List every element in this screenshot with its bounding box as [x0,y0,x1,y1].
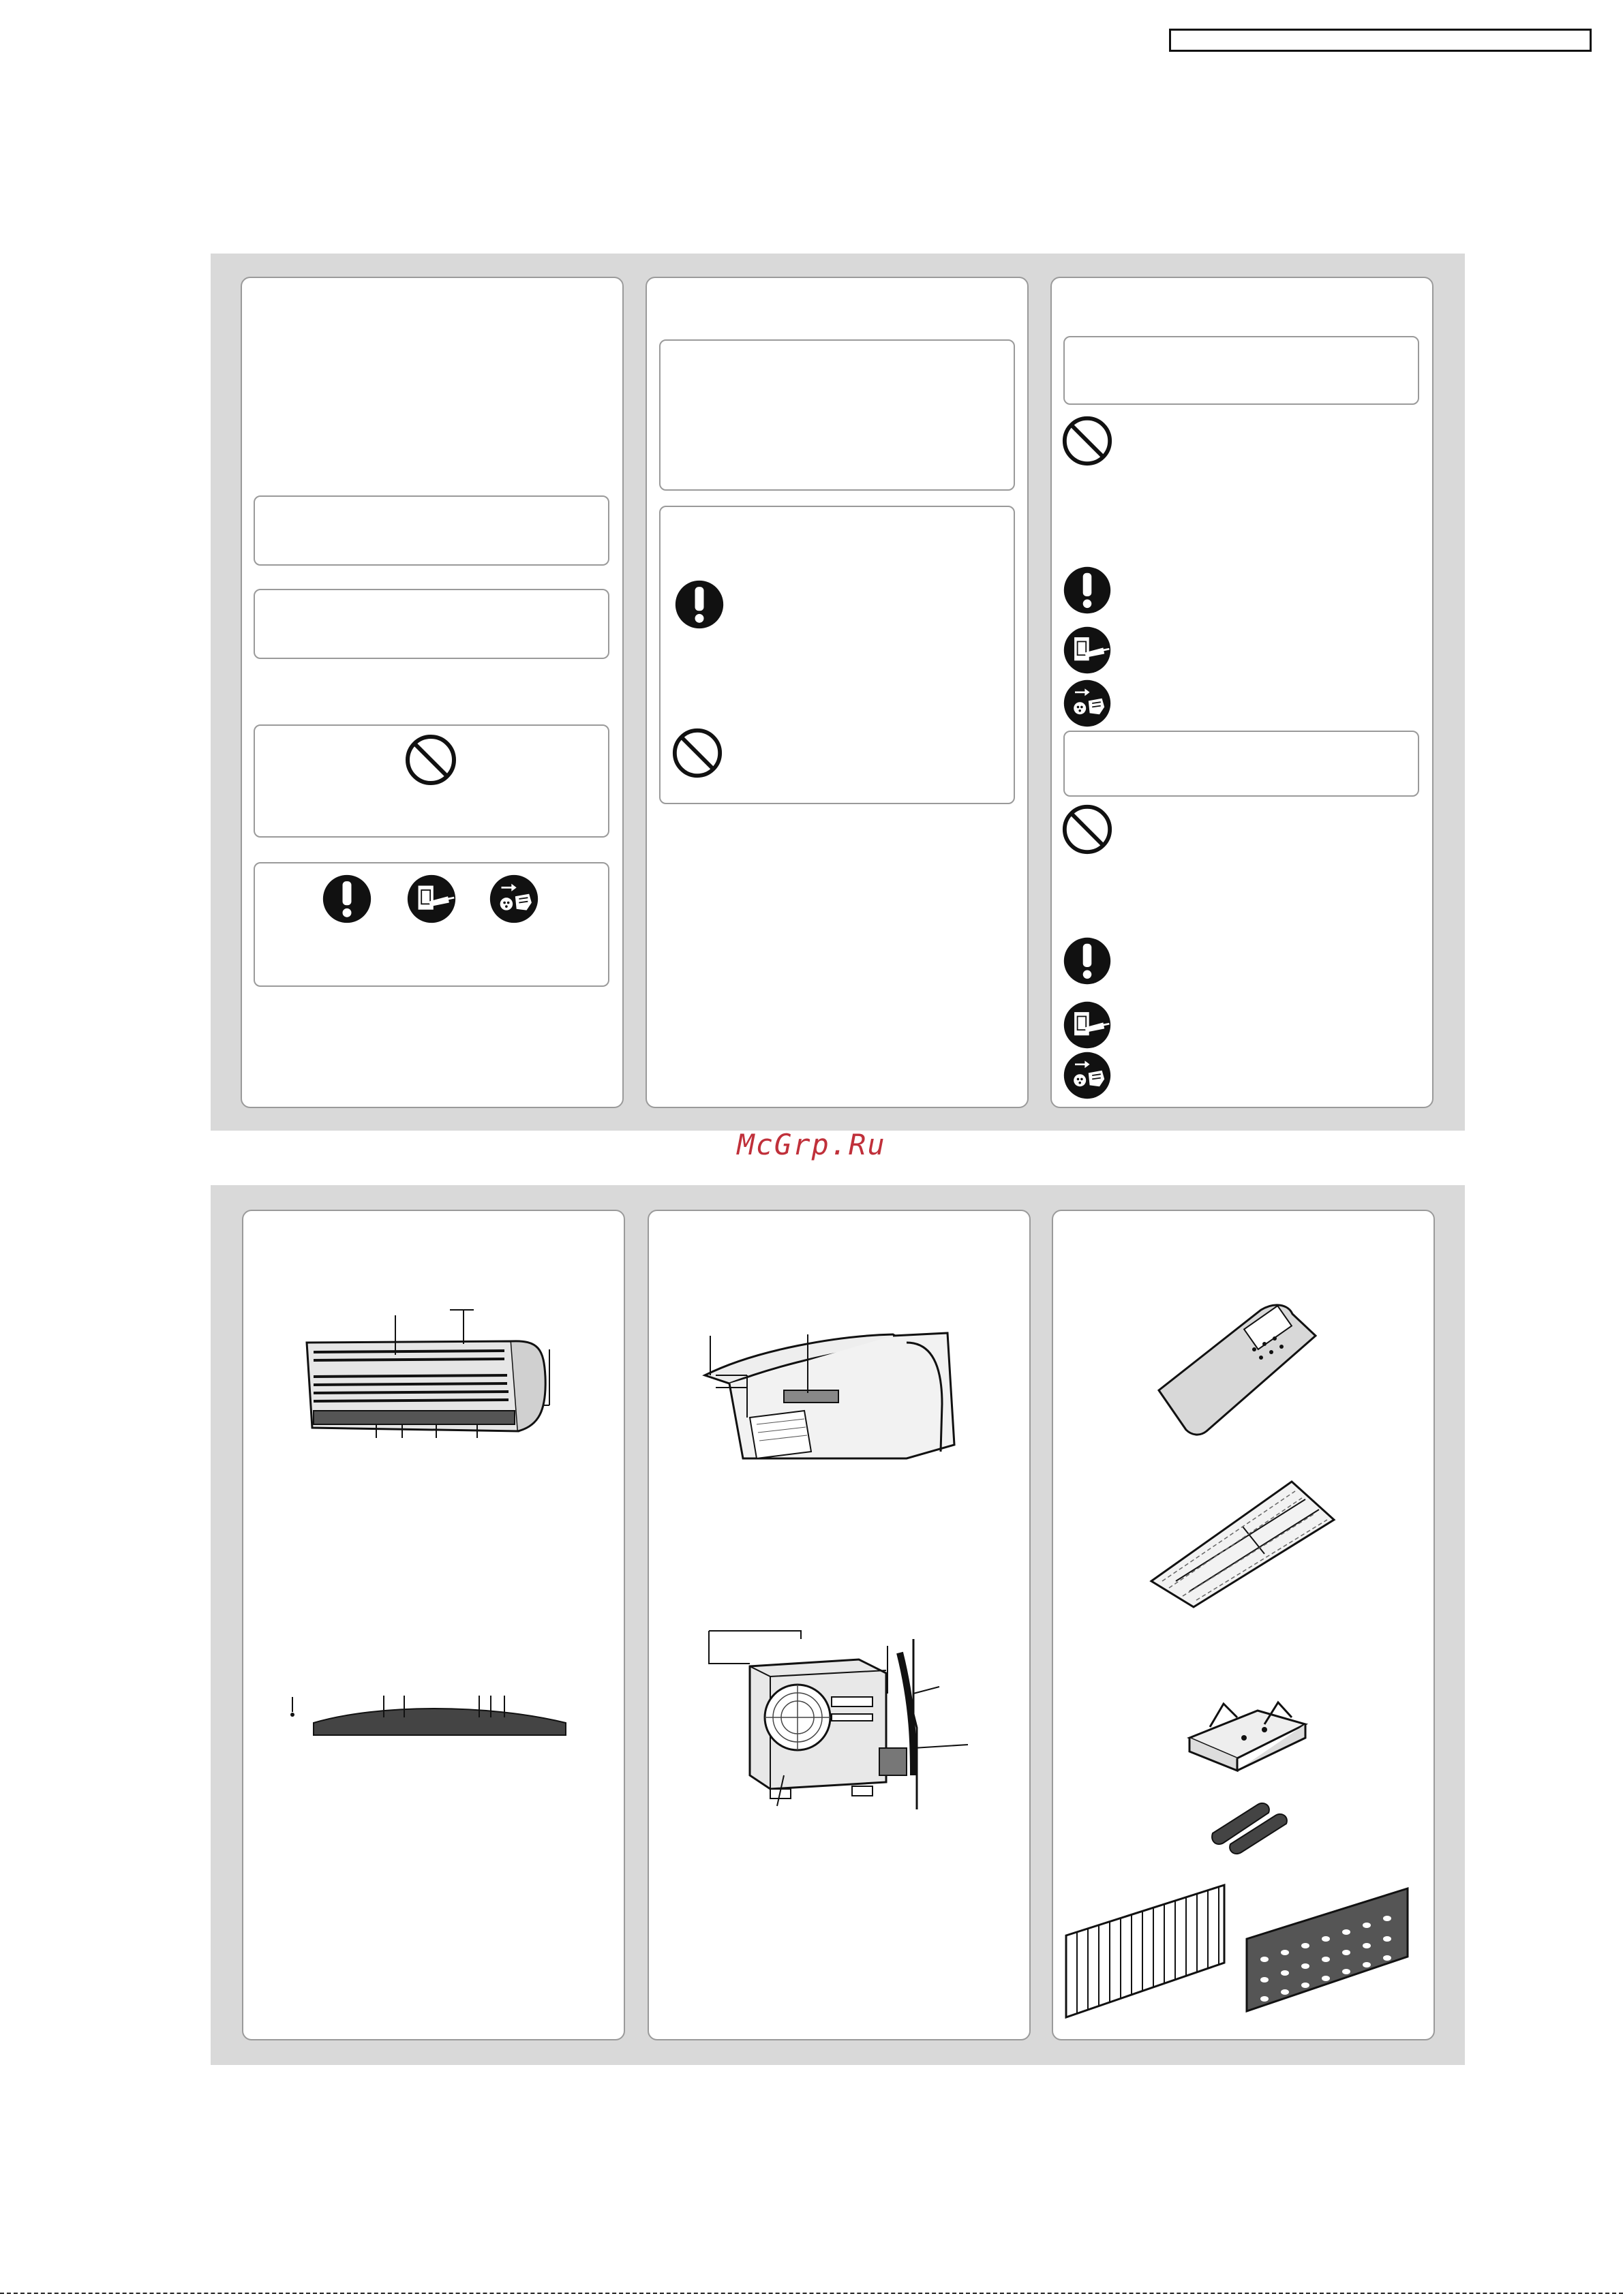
filter-strip-illustration [1063,1881,1227,2024]
prohibited-icon [404,733,458,787]
exclamation-icon [322,874,372,924]
exclamation-icon [1063,936,1112,985]
watermark: McGrp.Ru [737,1128,886,1161]
filter-mesh-illustration [1244,1884,1411,2014]
prohibited-icon [671,726,724,780]
page-edge-rule [0,2293,1623,2294]
warning-box-3b [1063,731,1419,797]
caution-box-1 [254,589,609,659]
unplug-icon [406,874,457,924]
exclamation-icon [1063,566,1112,615]
air-filter-illustration [1149,1479,1336,1608]
warning-box-1 [254,495,609,566]
unplug-icon [1063,1000,1112,1050]
indoor-unit-illustration [293,1302,579,1445]
prohibited-icon [1061,803,1114,856]
batteries-illustration [1210,1799,1292,1854]
exclamation-icon [674,579,725,630]
prohibited-icon [1061,414,1114,468]
display-panel-illustration [283,1683,569,1738]
indoor-unit-open-illustration [702,1322,961,1472]
plug-hand-icon [1063,1051,1112,1100]
unplug-icon [1063,626,1112,675]
model-number-box [1169,29,1592,52]
outdoor-unit-illustration [709,1625,982,1816]
note-box-2a [659,339,1015,491]
plug-hand-icon [1063,679,1112,728]
warning-box-3a [1063,336,1419,405]
plug-hand-icon [489,874,539,924]
remote-holder-illustration [1183,1697,1309,1772]
remote-control-illustration [1152,1302,1322,1438]
